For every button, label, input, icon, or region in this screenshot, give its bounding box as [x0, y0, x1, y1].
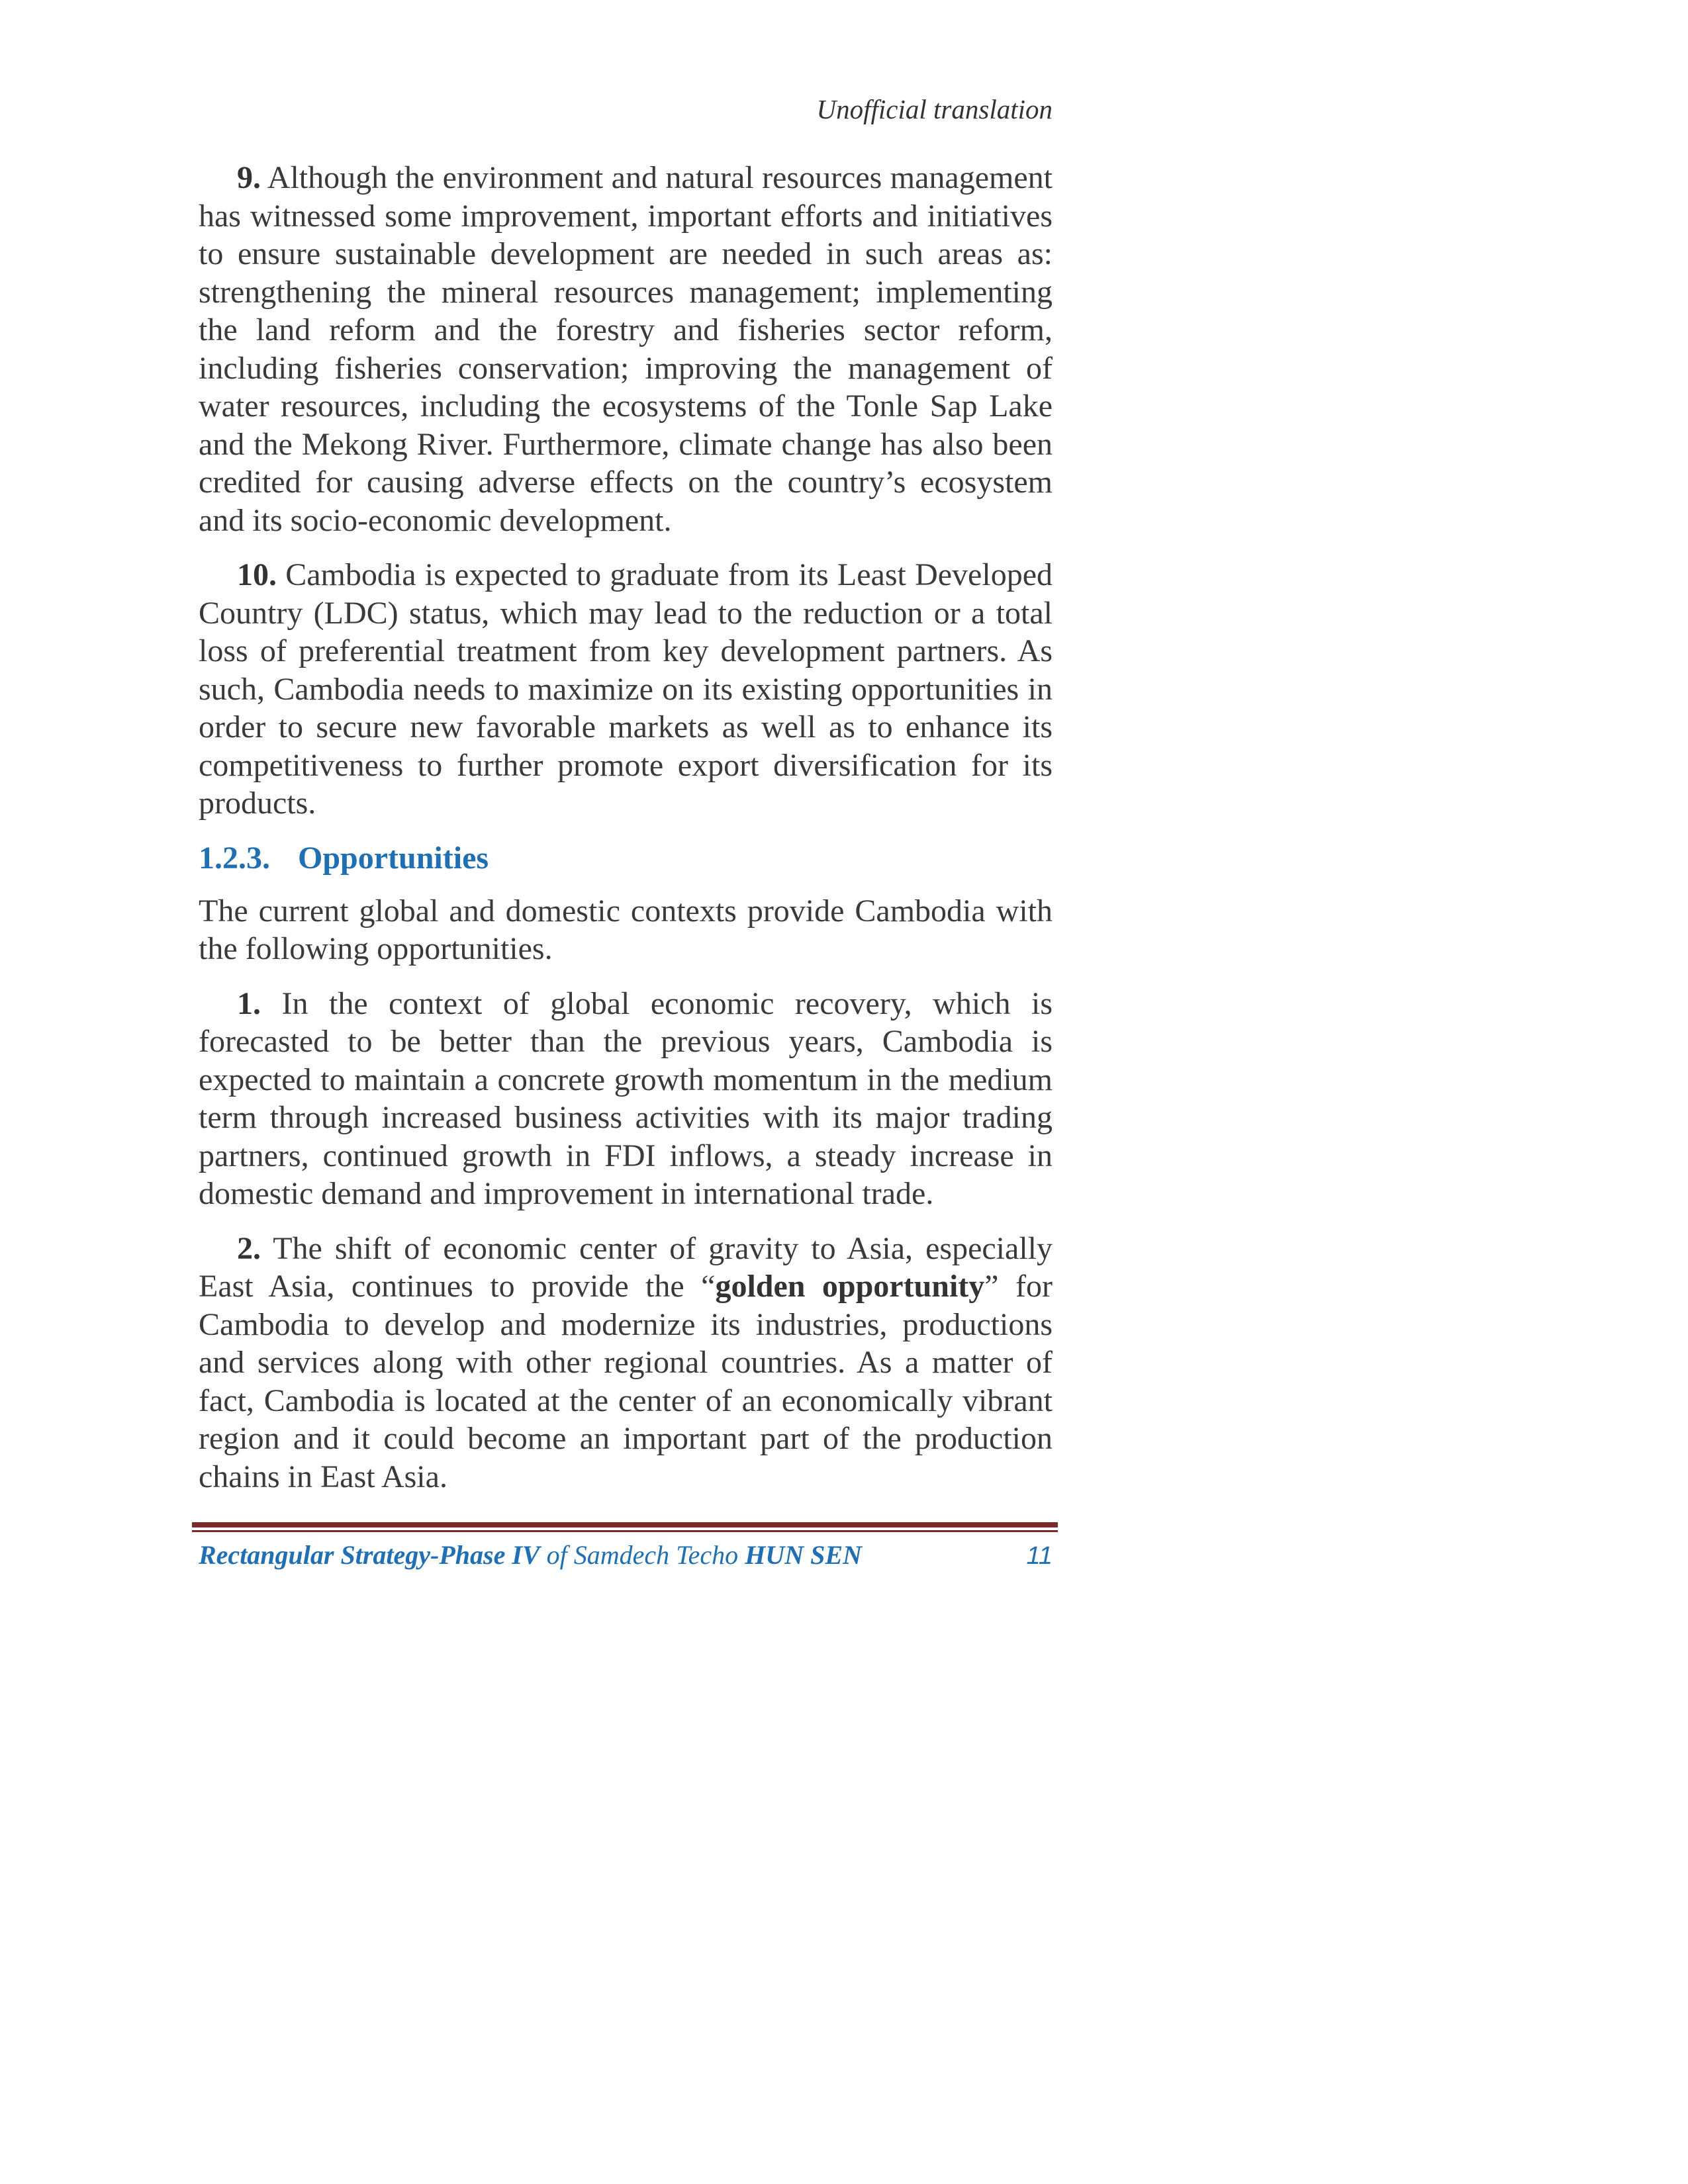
item-emphasis: golden opportunity	[715, 1269, 985, 1304]
paragraph-text: Cambodia is expected to graduate from its Least Developed Country (LDC) status, which may lead to the reduction or a total loss of preferential treatment from key development partners. As such, Cambodia needs to maximize on its existing opportunities in order to secure new favorable markets as well as to enhance its competitiveness to further promote export diversification for its products.	[199, 557, 1053, 821]
paragraph-number: 9.	[237, 160, 261, 195]
page-footer	[192, 1522, 1058, 1572]
item-text-before: The shift of economic center of gravity to Asia, especially East Asia, continues to provide the “	[199, 1230, 1053, 1304]
unofficial-translation-note: Unofficial translation	[816, 94, 1053, 124]
section-heading	[199, 839, 1053, 878]
footer-rule-thick	[192, 1522, 1058, 1527]
paragraph-10	[199, 556, 1053, 823]
item-text: In the context of global economic recovery, which is forecasted to be better than the previous years, Cambodia is expected to maintain a concrete growth momentum in the medium term through increased business activities with its major trading partners, continued growth in FDI inflows, a steady increase in domestic demand and improvement in international trade.	[199, 985, 1053, 1211]
footer-strategy-title: Rectangular Strategy-Phase IV	[199, 1540, 540, 1570]
footer-text	[192, 1539, 1058, 1572]
item-number: 1.	[237, 985, 261, 1021]
footer-rule-thin	[192, 1530, 1058, 1532]
opportunity-item-1	[199, 985, 1053, 1213]
section-number: 1.2.3.	[199, 840, 270, 876]
paragraph-9	[199, 159, 1053, 539]
item-text-after: ” for Cambodia to develop and modernize its industries, productions and services along with other regional countries. As a matter of fact, Cambodia is located at the center of an economically vibrant region and it could become an important part of the production chains in East Asia.	[199, 1269, 1053, 1494]
opportunity-item-2	[199, 1230, 1053, 1496]
paragraph-text: Although the environment and natural resources management has witnessed some improvement, important efforts and initiatives to ensure sustainable development are needed in such areas as: strengthening the mineral resources management; implementing the land reform and the forestry and fisheries sector reform, including fisheries conservation; improving the management of water resources, including the ecosystems of the Tonle Sap Lake and the Mekong River. Furthermore, climate change has also been credited for causing adverse effects on the country’s ecosystem and its socio-economic development.	[199, 160, 1053, 538]
footer-title	[199, 1539, 862, 1572]
footer-of-samdech: of Samdech Techo	[546, 1540, 739, 1570]
paragraph-number: 10.	[237, 557, 277, 592]
page-number: 11	[1026, 1542, 1053, 1570]
section-title: Opportunities	[298, 840, 489, 876]
section-intro: The current global and domestic contexts provide Cambodia with the following opportunities.	[199, 893, 1053, 966]
document-page	[199, 93, 1053, 1512]
footer-author-name: HUN SEN	[745, 1540, 862, 1570]
item-number: 2.	[237, 1230, 261, 1266]
